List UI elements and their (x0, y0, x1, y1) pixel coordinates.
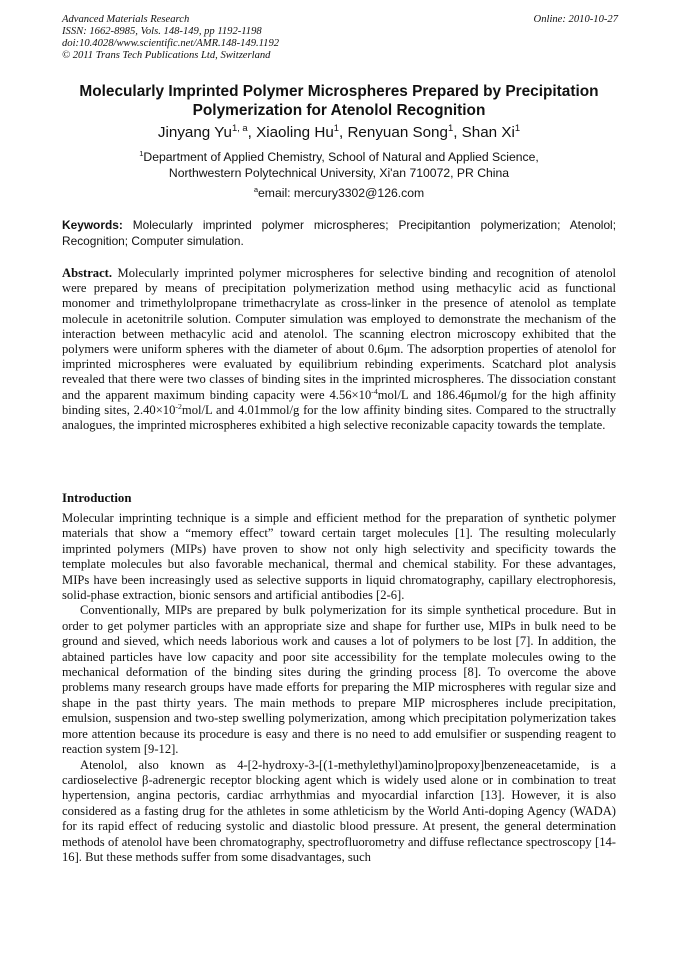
author-affiliation-mark: 1 (447, 121, 454, 133)
journal-header (62, 14, 618, 62)
abstract-exponent-2: -2 (175, 401, 182, 411)
author-affiliation-mark: 1 (514, 121, 521, 133)
title-line-1: Molecularly Imprinted Polymer Microspheres Prepared by Precipitation (79, 83, 599, 100)
author-name: Renyuan Song (347, 124, 448, 141)
author-list (40, 121, 638, 142)
paragraph: Conventionally, MIPs are prepared by bulk polymerization for its simple synthetical procedure. But in order to get polymer particles with an appropriate size and shape for further use, MIPs in bulk need to be ground and sieved, which needs laborious work and causes a lot of polymers to be lost [7]. In addition, the abtained particles have low capacity and poor site accessibility for the template molecules owing to the mechanical deformation of the binding sites during the grinding process [8]. To overcome the above problems many research groups have made efforts for preparing the MIP microspheres with regular size and shape in the past thirty years. The main methods to prepare MIP microspheres include precipitation, emulsion, suspension and two-step swelling polymerization, among which precipitation polymerization takes more attention because its procedure is easy and there is no need to add emulsifier or suspending reagent to reaction system [9-12]. (62, 603, 616, 757)
affiliation-line-2: Northwestern Polytechnical University, Xi'an 710072, PR China (168, 165, 510, 180)
abstract-exponent-1: -4 (371, 386, 378, 396)
contact-email (40, 186, 638, 201)
journal-doi: doi:10.4028/www.scientific.net/AMR.148-149.1192 (62, 38, 280, 49)
author-name: Xiaoling Hu (256, 124, 334, 141)
author-name: Jinyang Yu (157, 124, 232, 141)
keywords-text: Molecularly imprinted polymer microspheres; Precipitantion polymerization; Atenolol; Recognition; Computer simulation. (62, 218, 617, 248)
email-mark: a (253, 184, 259, 194)
abstract-text-3: mol/L and 4.01mmol/g for the low affinity binding sites. Compared to the structrally analogues, the imprinted microspheres exhibited a high selective reconizable capacity towards the template. (62, 402, 616, 433)
keywords-label: Keywords: (62, 218, 123, 232)
abstract (62, 266, 616, 433)
journal-name: Advanced Materials Research (62, 14, 190, 25)
email-text: email: mercury3302@126.com (258, 186, 425, 200)
section-heading-introduction: Introduction (62, 491, 132, 505)
affiliation (40, 150, 638, 181)
journal-issn: ISSN: 1662-8985, Vols. 148-149, pp 1192-1198 (62, 26, 262, 37)
abstract-text-1: Molecularly imprinted polymer microspheres for selective binding and recognition of atenolol were prepared by means of precipitation polymerization method using methacylic acid as functional monomer and trimethylolpropane trimethacrylate as cross-linker in the presence of atenolol as template molecule in acetonitrile solution. Computer simulation was employed to demonstrate the mechanism of the interaction between methacylic acid and atenolol. The scanning electron microscopy exhibited that the polymers were uniform spheres with the diameter of about 0.6μm. The adsorption properties of atenolol for imprinted microspheres were evaluated by equilibrium rebinding experiments. Scatchard plot analysis revealed that there were two classes of binding sites in the imprinted microspheres. The dissociation constant and the apparent maximum binding capacity were 4.56×10 (62, 266, 616, 402)
affiliation-mark: 1 (139, 148, 144, 158)
paragraph: Atenolol, also known as 4-[2-hydroxy-3-[(1-methylethyl)amino]propoxy]benzeneacetamide, is a cardioselective β-adrenergic receptor blocking agent which is widely used alone or in combination to treat hypertension, angina pectoris, cardiac arrhythmias and myocardial infarction [13]. However, it is also considered as a fasting drug for the athletes in some athleticism by the World Anti-doping Agency (WADA) for its rapid effect of reducing systolic and diastolic blood pressure. At present, the general determination methods of atenolol have been chromatography, spectrofluorometry and diffuse reflectance spectroscopy [14-16]. But these methods suffer from some disadvantages, such (62, 757, 616, 864)
paper-title (40, 82, 638, 120)
paragraph: Molecular imprinting technique is a simple and efficient method for the preparation of synthetic polymer materials that show a “memory effect” toward certain target molecules [1]. The resulting molecularly imprinted polymers (MIPs) have proven to show not only high selectivity and specificity towards the template molecules but also favorable mechanical, thermal and chemical stability. For these advantages, MIPs have been increasingly used as selective supports in liquid chromatography, capillary electrophoresis, solid-phase extraction, bionic sensors and artificial antibodies [2-6]. (62, 511, 616, 603)
author-affiliation-mark: 1, a (231, 121, 248, 133)
author-name: Shan Xi (461, 124, 515, 141)
author-separator: , (453, 124, 462, 141)
affiliation-line-1: Department of Applied Chemistry, School of Natural and Applied Science, (143, 150, 539, 164)
online-date: Online: 2010-10-27 (533, 14, 618, 25)
abstract-text-2: mol/L and 186.46μmol/g for the high affinity binding sites, 2.40×10 (62, 387, 616, 417)
abstract-label: Abstract. (62, 266, 113, 280)
author-separator: , (247, 124, 257, 141)
journal-copyright: © 2011 Trans Tech Publications Ltd, Switzerland (62, 50, 271, 61)
title-line-2: Polymerization for Atenolol Recognition (192, 102, 486, 119)
author-separator: , (339, 124, 348, 141)
keywords (62, 218, 616, 249)
introduction-body (62, 511, 616, 865)
author-affiliation-mark: 1 (333, 121, 340, 133)
